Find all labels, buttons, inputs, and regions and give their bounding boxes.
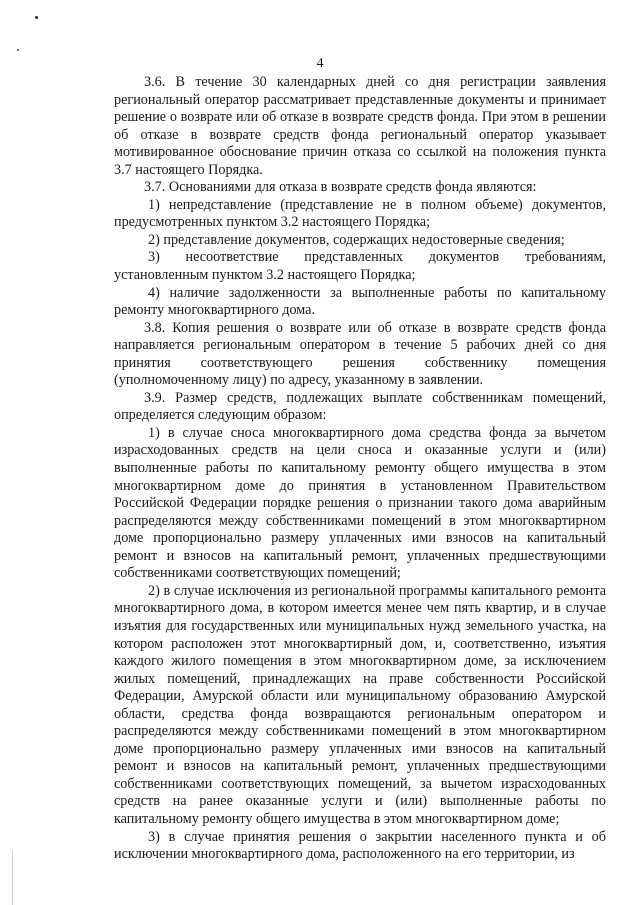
list-item-3-7-3: 3) несоответствие представленных документов требованиям, установленным пунктом 3.2 настоящего Порядка; (114, 249, 606, 284)
list-item-3-7-1: 1) непредставление (представление не в полном объеме) документов, предусмотренных пунктом 3.2 настоящего Порядка; (114, 196, 606, 231)
list-item-3-7-4: 4) наличие задолженности за выполненные работы по капитальному ремонту многоквартирного дома. (114, 284, 606, 319)
page-number: 4 (316, 56, 324, 71)
list-item-3-7-2: 2) представление документов, содержащих недостоверные сведения; (148, 231, 565, 248)
scan-speck (35, 16, 38, 19)
paragraph-3-6: 3.6. В течение 30 календарных дней со дня регистрации заявления региональный оператор рассматривает представленные документы и принимает решение о возврате или об отказе в возврате средств фонда. При этом в решении об отказе в возврате средств фонда региональный оператор указывает мотивированное обоснование причин отказа со ссылкой на положения пункта 3.7 настоящего Порядка. (114, 74, 606, 178)
scan-speck (17, 49, 19, 51)
paragraph-3-9: 3.9. Размер средств, подлежащих выплате собственникам помещений, определяется следующим образом: (114, 389, 606, 424)
list-item-3-9-1: 1) в случае сноса многоквартирного дома средства фонда за вычетом израсходованных средств на цели сноса и оказанные услуги и (или) выполненные работы по капитальному ремонту общего имущества в этом многоквартирном доме до принятия в установленном Правительством Российской Федерации порядке решения о признании такого дома аварийным распределяются между собственниками помещений в этом многоквартирном доме пропорционально размеру уплаченных ими взносов на капитальный ремонт и взносов на капитальный ремонт, уплаченных предшествующими собственниками соответствующих помещений; (114, 424, 606, 582)
paragraph-3-8: 3.8. Копия решения о возврате или об отказе в возврате средств фонда направляется региональным оператором в течение 5 рабочих дней со дня принятия соответствующего решения собственнику помещения (уполномоченному лицу) по адресу, указанному в заявлении. (114, 319, 606, 389)
list-item-3-9-2: 2) в случае исключения из региональной программы капитального ремонта многоквартирного дома, в котором имеется менее чем пять квартир, и в случае изъятия для государственных или муниципальных нужд земельного участка, на котором расположен этот многоквартирный дом, и, соответственно, изъятия каждого жилого помещения в этом многоквартирном доме, за исключением жилых помещений, принадлежащих на праве собственности Российской Федерации, Амурской области или муниципальному образованию Амурской области, средства фонда возвращаются региональным оператором и распределяются между собственниками помещений в этом многоквартирном доме пропорционально размеру уплаченных ими взносов на капитальный ремонт и взносов на капитальный ремонт, уплаченных предшествующими собственниками соответствующих помещений, за вычетом израсходованных средств на ранее оказанные услуги и (или) выполненные работы по капитальному ремонту общего имущества в этом многоквартирном доме; (114, 582, 606, 827)
document-body (114, 74, 606, 864)
paragraph-3-7: 3.7. Основаниями для отказа в возврате средств фонда являются: (144, 179, 537, 196)
scan-edge-mark (12, 850, 13, 905)
list-item-3-9-3: 3) в случае принятия решения о закрытии населенного пункта и об исключении многоквартирного дома, расположенного на его территории, из (114, 828, 606, 863)
